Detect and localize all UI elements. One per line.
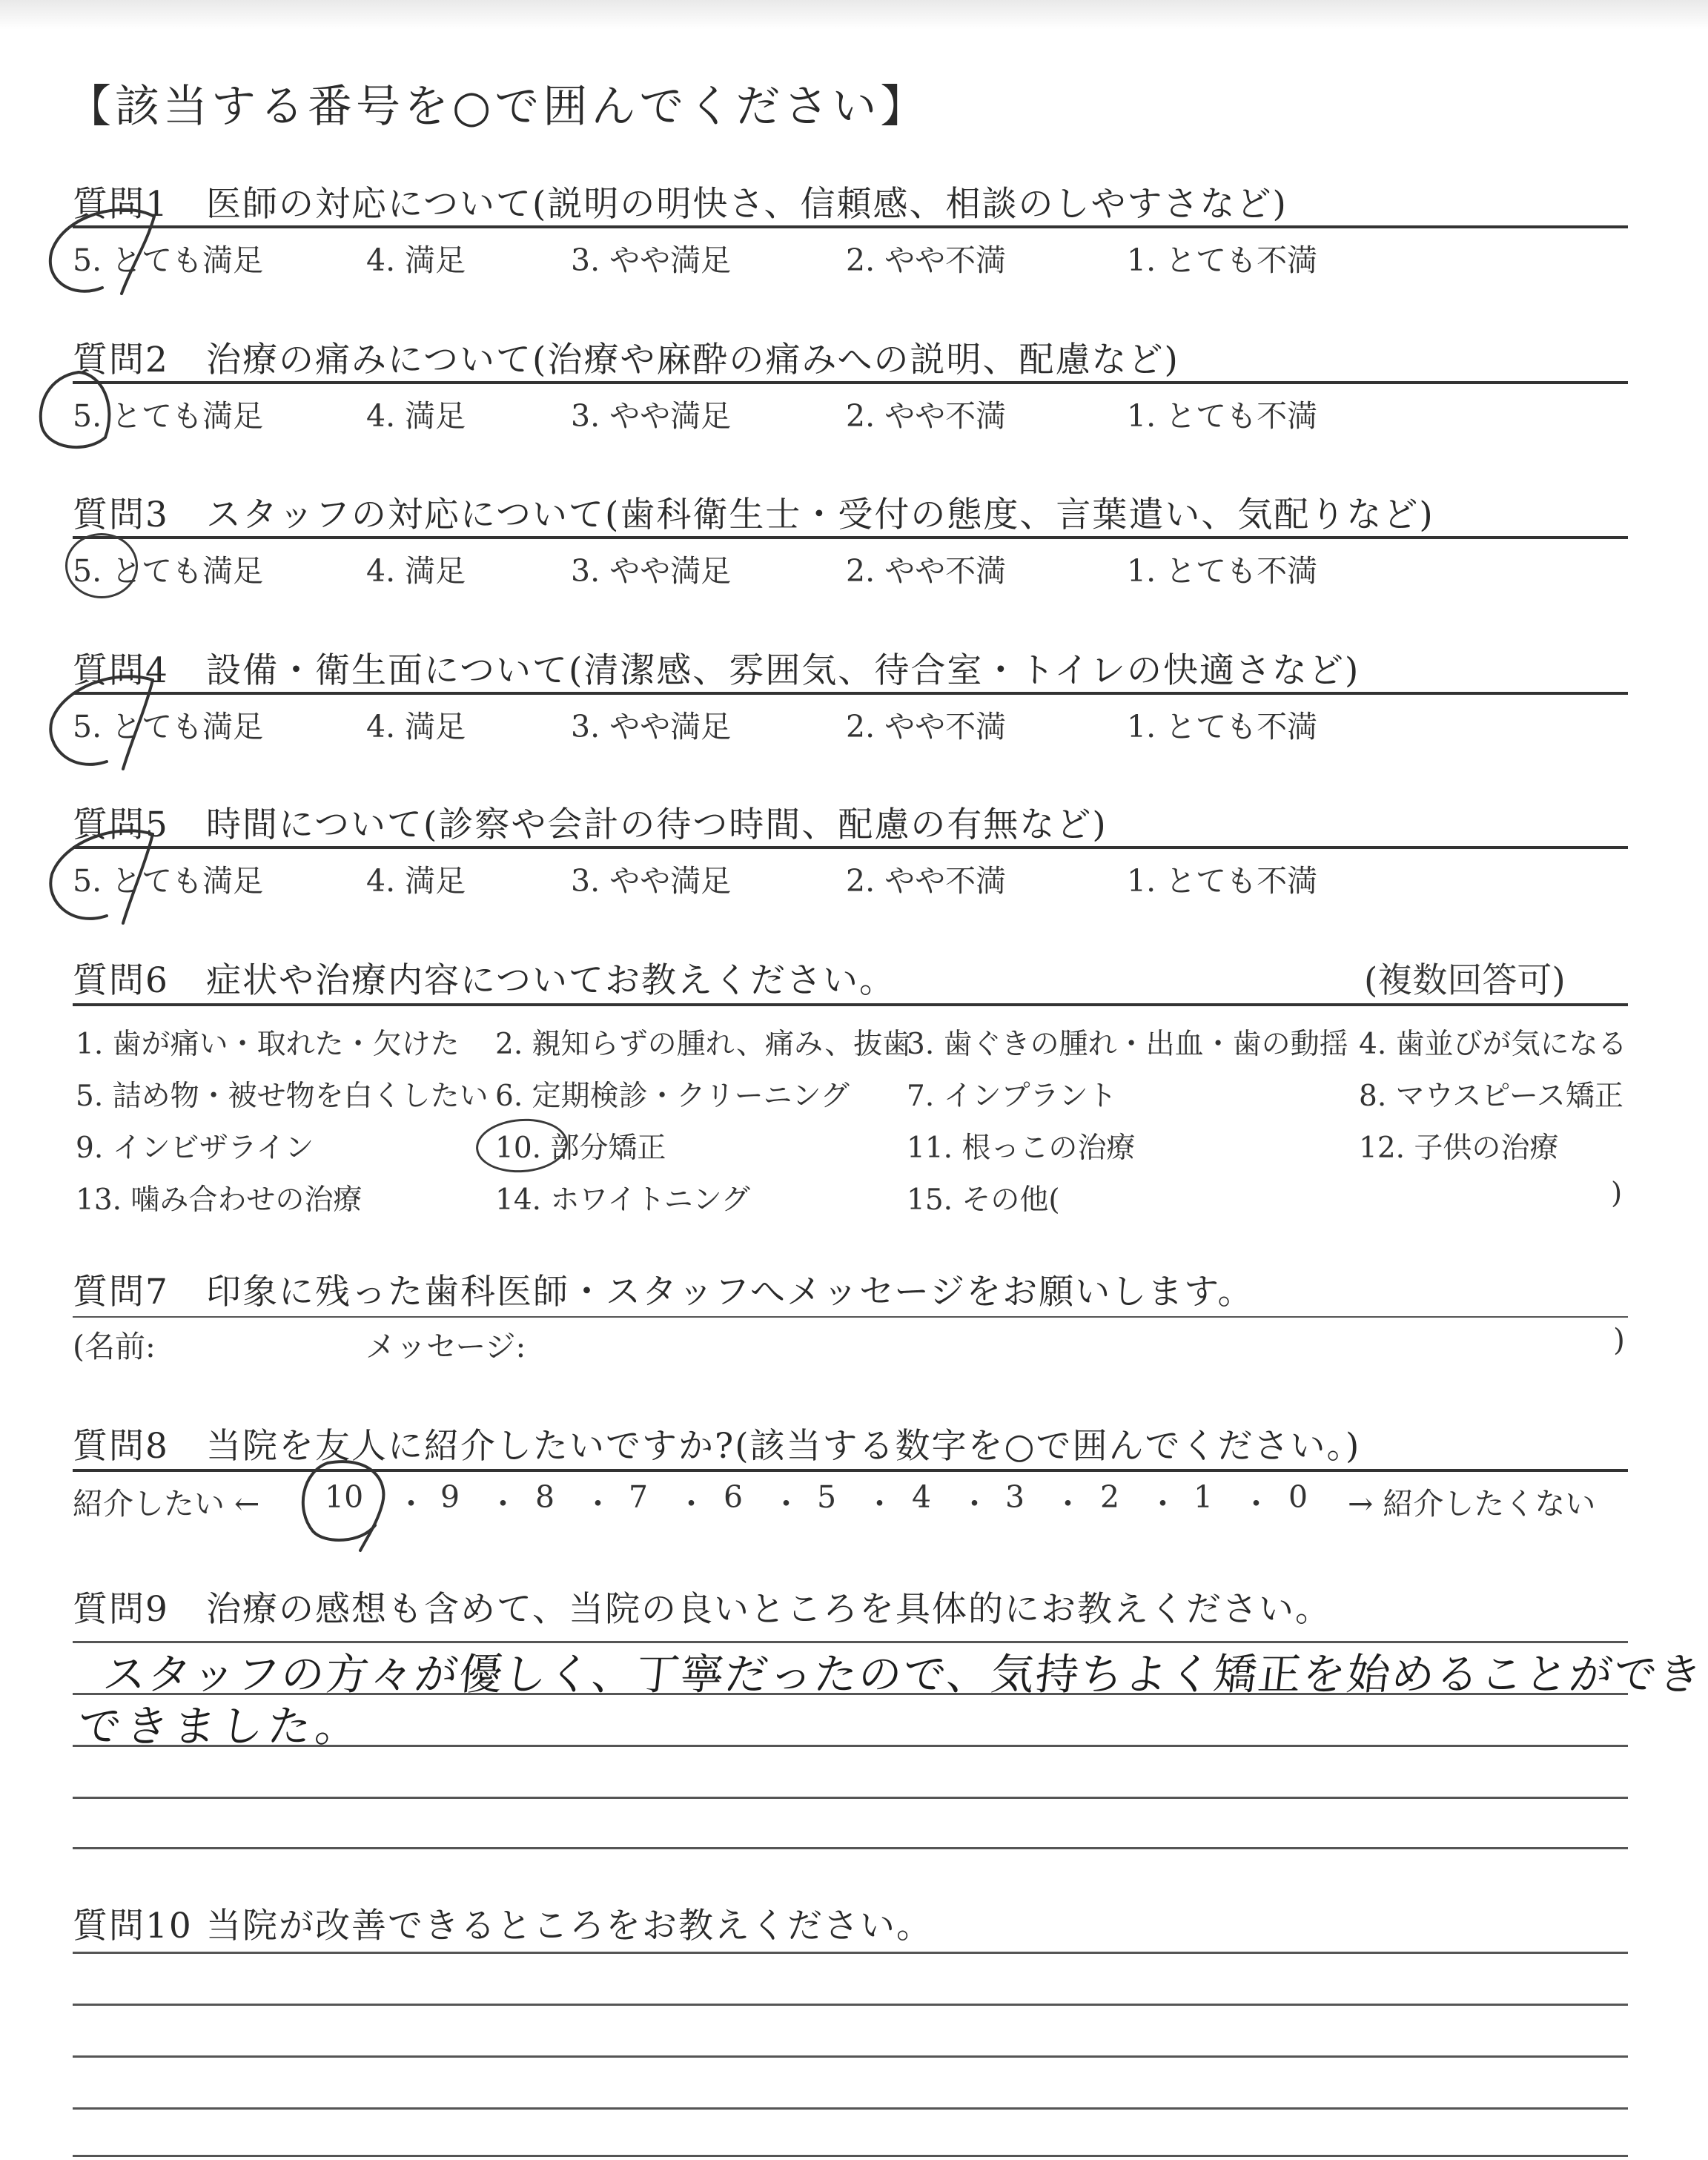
answer-line [73,2055,1628,2058]
question-rule [73,1003,1628,1006]
question-heading [73,643,1360,693]
symptom-option-8[interactable]: 8. マウスピース矯正 [1359,1080,1623,1113]
option-1[interactable]: 1. とても不満 [1127,242,1318,278]
score-0[interactable]: 0 [1288,1479,1308,1515]
other-close-paren: ) [1611,1177,1623,1210]
question-heading [73,176,1288,226]
option-2[interactable]: 2. やや不満 [846,398,1007,434]
score-6[interactable]: 6 [724,1479,744,1515]
option-2[interactable]: 2. やや不満 [846,242,1007,278]
option-5[interactable]: 5. とても満足 [73,242,264,278]
question-rule [73,536,1628,539]
question-8 [73,1418,1628,1545]
symptom-option-3[interactable]: 3. 歯ぐきの腫れ・出血・歯の動揺 [907,1028,1348,1061]
question-text: 設備・衛生面について(清潔感、雰囲気、待合室・トイレの快適さなど) [206,650,1360,691]
score-10[interactable]: 10 [325,1479,364,1515]
option-5[interactable]: 5. とても満足 [73,709,264,744]
symptom-option-7[interactable]: 7. インプラント [907,1080,1117,1113]
option-2[interactable]: 2. やや不満 [846,863,1007,899]
answer-line [73,1797,1628,1799]
score-5[interactable]: 5 [817,1479,837,1515]
question-heading [73,1264,1254,1314]
score-separator: ・ [396,1486,426,1522]
option-5[interactable]: 5. とても満足 [73,863,264,899]
question-number: 質問8 [73,1426,169,1467]
score-separator: ・ [1053,1486,1083,1522]
answer-line [73,2107,1628,2110]
symptom-option-4[interactable]: 4. 歯並びが気になる [1359,1028,1627,1061]
option-2[interactable]: 2. やや不満 [846,553,1007,589]
message-label: メッセージ: [365,1329,526,1364]
question-rule [73,846,1628,849]
handwritten-answer-line-2: できました。 [75,1701,366,1751]
symptom-option-9[interactable]: 9. インビザライン [76,1132,314,1165]
score-1[interactable]: 1 [1194,1479,1214,1515]
score-separator: ・ [583,1486,613,1522]
option-3[interactable]: 3. やや満足 [571,553,732,589]
handwritten-circle-mark [42,665,205,776]
name-label: (名前: [73,1329,156,1364]
option-4[interactable]: 4. 満足 [366,863,466,899]
question-text: 時間について(診察や会計の待つ時間、配慮の有無など) [206,805,1108,845]
option-5[interactable]: 5. とても満足 [73,553,264,589]
page-title: 【該当する番号を○で囲んでください】 [67,81,929,133]
symptom-option-5[interactable]: 5. 詰め物・被せ物を白くしたい [76,1080,489,1113]
score-separator: ・ [864,1486,895,1522]
question-heading [73,332,1179,382]
symptom-option-14[interactable]: 14. ホワイトニング [495,1183,750,1217]
score-separator: ・ [959,1486,990,1522]
symptom-option-6[interactable]: 6. 定期検診・クリーニング [495,1080,850,1113]
question-number: 質問10 [73,1906,193,1946]
score-separator: ・ [1148,1486,1178,1522]
question-number: 質問3 [73,495,169,535]
question-text: 医師の対応について(説明の明快さ、信頼感、相談のしやすさなど) [206,184,1288,225]
option-3[interactable]: 3. やや満足 [571,398,732,434]
question-rule [73,692,1628,695]
answer-line [73,1952,1628,1954]
question-rule [73,1316,1628,1318]
handwritten-circle-mark [65,533,138,598]
question-9 [73,1582,1706,1856]
question-rule [73,225,1628,228]
option-4[interactable]: 4. 満足 [366,242,466,278]
option-1[interactable]: 1. とても不満 [1127,398,1318,434]
score-2[interactable]: 2 [1100,1479,1120,1515]
question-number: 質問1 [73,184,169,225]
handwritten-circle-mark [43,206,191,303]
question-heading [73,1898,933,1948]
question-text: 治療の痛みについて(治療や麻酔の痛みへの説明、配慮など) [206,340,1179,380]
option-1[interactable]: 1. とても不満 [1127,709,1318,744]
score-separator: ・ [676,1486,706,1522]
option-1[interactable]: 1. とても不満 [1127,863,1318,899]
message-close-paren: ) [1613,1322,1625,1358]
option-1[interactable]: 1. とても不満 [1127,553,1318,589]
handwritten-circle-mark [42,819,205,931]
question-text: 印象に残った歯科医師・スタッフへメッセージをお願いします。 [206,1272,1254,1312]
score-9[interactable]: 9 [440,1479,460,1515]
symptom-option-15[interactable]: 15. その他( [907,1183,1060,1217]
symptom-option-2[interactable]: 2. 親知らずの腫れ、痛み、抜歯 [495,1028,912,1061]
question-heading [73,1582,1331,1631]
scan-top-edge [0,0,1708,30]
symptom-option-1[interactable]: 1. 歯が痛い・取れた・欠けた [76,1028,460,1061]
answer-line [73,2004,1628,2006]
question-number: 質問4 [73,650,169,691]
score-separator: ・ [771,1486,801,1522]
recommend-right-label: → 紹介したくない [1348,1486,1596,1522]
question-heading [73,1418,1360,1468]
symptom-option-12[interactable]: 12. 子供の治療 [1359,1132,1559,1165]
handwritten-answer-line-1: スタッフの方々が優しく、丁寧だったので、気持ちよく矯正を始めることができ [100,1649,1706,1700]
question-heading [73,797,1108,847]
question-text: 当院を友人に紹介したいですか?(該当する数字を○で囲んでください。) [206,1426,1361,1467]
answer-line [73,1847,1628,1849]
score-separator: ・ [1241,1486,1271,1522]
score-8[interactable]: 8 [535,1479,555,1515]
question-rule [73,381,1628,384]
recommend-left-label: 紹介したい ← [73,1486,260,1522]
option-3[interactable]: 3. やや満足 [571,709,732,744]
score-4[interactable]: 4 [912,1479,932,1515]
question-6 [73,953,1628,1227]
score-3[interactable]: 3 [1005,1479,1025,1515]
option-5[interactable]: 5. とても満足 [73,398,264,434]
question-number: 質問5 [73,805,169,845]
symptom-option-11[interactable]: 11. 根っこの治療 [907,1132,1136,1165]
question-heading [73,487,1434,537]
question-7 [73,1264,1628,1375]
question-number: 質問6 [73,960,169,1001]
question-text: 治療の感想も含めて、当院の良いところを具体的にお教えください。 [206,1589,1332,1630]
question-text: スタッフの対応について(歯科衛生士・受付の態度、言葉遣い、気配りなど) [206,495,1434,535]
question-number: 質問7 [73,1272,169,1312]
option-4[interactable]: 4. 満足 [366,398,466,434]
handwritten-circle-mark [295,1457,414,1553]
question-10 [73,1898,1628,2158]
option-4[interactable]: 4. 満足 [366,553,466,589]
option-3[interactable]: 3. やや満足 [571,242,732,278]
score-separator: ・ [488,1486,518,1522]
score-7[interactable]: 7 [629,1479,649,1515]
answer-line [73,2155,1628,2157]
option-4[interactable]: 4. 満足 [366,709,466,744]
symptom-option-10[interactable]: 10. 部分矯正 [495,1132,666,1165]
handwritten-circle-mark [34,366,168,463]
option-2[interactable]: 2. やや不満 [846,709,1007,744]
symptom-option-13[interactable]: 13. 噛み合わせの治療 [76,1183,363,1217]
question-number: 質問2 [73,340,169,380]
question-heading [73,953,896,1003]
question-text: 症状や治療内容についてお教えください。 [206,960,896,1001]
option-3[interactable]: 3. やや満足 [571,863,732,899]
question-number: 質問9 [73,1589,169,1630]
question-text: 当院が改善できるところをお教えください。 [206,1906,933,1946]
multiple-answers-note: (複数回答可) [1364,960,1566,1001]
